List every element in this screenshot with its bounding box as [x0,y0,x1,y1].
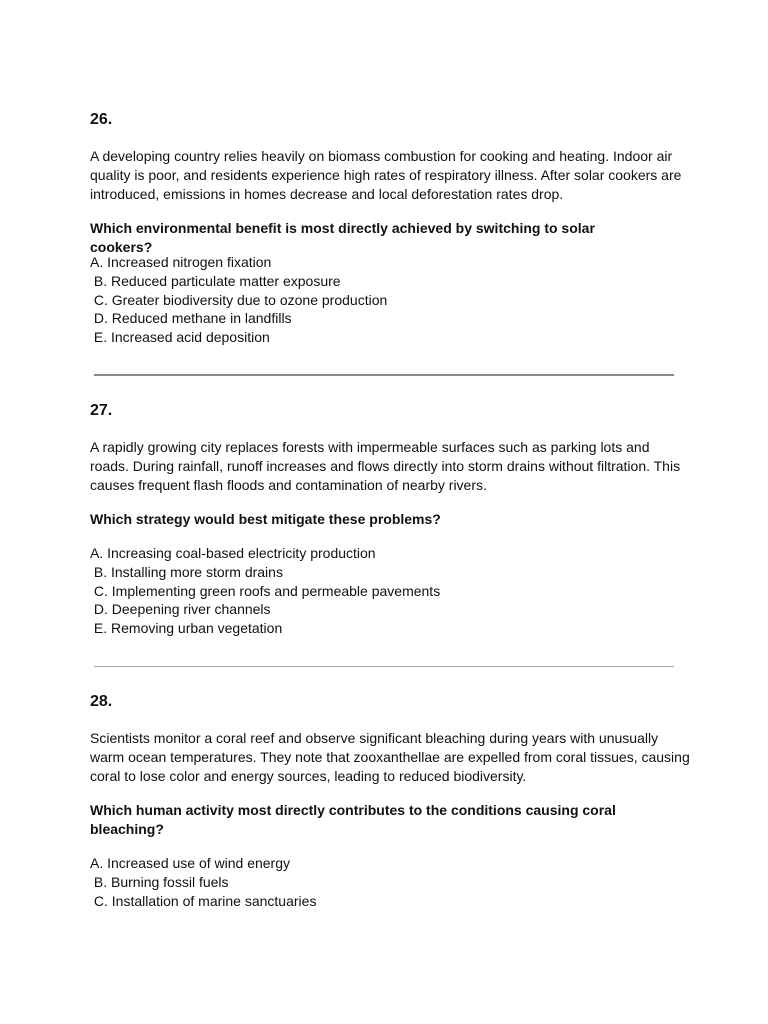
question-prompt: Which environmental benefit is most directly achieved by switching to solar cookers? [90,220,595,255]
question-passage: Scientists monitor a coral reef and observe significant bleaching during years with unusually warm ocean temperatures. They note that zooxanthellae are expelled from coral tissues, causing coral to lose color and energy sources, leading to reduced biodiversity. [90,730,690,784]
answer-option: E. Increased acid deposition [90,329,270,346]
answer-option: B. Reduced particulate matter exposure [90,272,341,289]
question-passage: A developing country relies heavily on biomass combustion for cooking and heating. Indoor air quality is poor, and residents experience high rates of respiratory illness. After solar cookers are introduced, emissions in homes decrease and local deforestation rates drop. [90,148,682,202]
answer-options [90,253,690,347]
answer-option: B. Burning fossil fuels [90,873,229,890]
question-number: 27. [90,402,113,419]
answer-option: D. Deepening river channels [90,601,271,618]
answer-option: A. Increasing coal-based electricity production [90,545,376,561]
answer-option: B. Installing more storm drains [90,563,283,580]
question-passage: A rapidly growing city replaces forests with impermeable surfaces such as parking lots and roads. During rainfall, runoff increases and flows directly into storm drains without filtration. This causes frequent flash floods and contamination of nearby rivers. [90,439,681,493]
answer-option: C. Greater biodiversity due to ozone production [90,291,388,308]
answer-options [90,544,690,638]
question-number: 26. [90,111,113,128]
answer-option: E. Removing urban vegetation [90,620,283,637]
answer-option: C. Installation of marine sanctuaries [90,892,317,909]
question-number: 28. [90,693,113,710]
question-26 [90,110,690,346]
question-27 [90,401,690,637]
section-divider [94,666,674,667]
question-prompt: Which strategy would best mitigate these problems? [90,511,441,527]
answer-option: D. Reduced methane in landfills [90,310,292,327]
question-28 [90,692,690,909]
answer-option: C. Implementing green roofs and permeable pavements [90,582,441,599]
answer-options [90,854,690,910]
section-divider [94,374,674,376]
answer-option: A. Increased use of wind energy [90,855,291,871]
answer-option: A. Increased nitrogen fixation [90,254,272,270]
question-prompt: Which human activity most directly contributes to the conditions causing coral bleaching? [90,802,616,837]
